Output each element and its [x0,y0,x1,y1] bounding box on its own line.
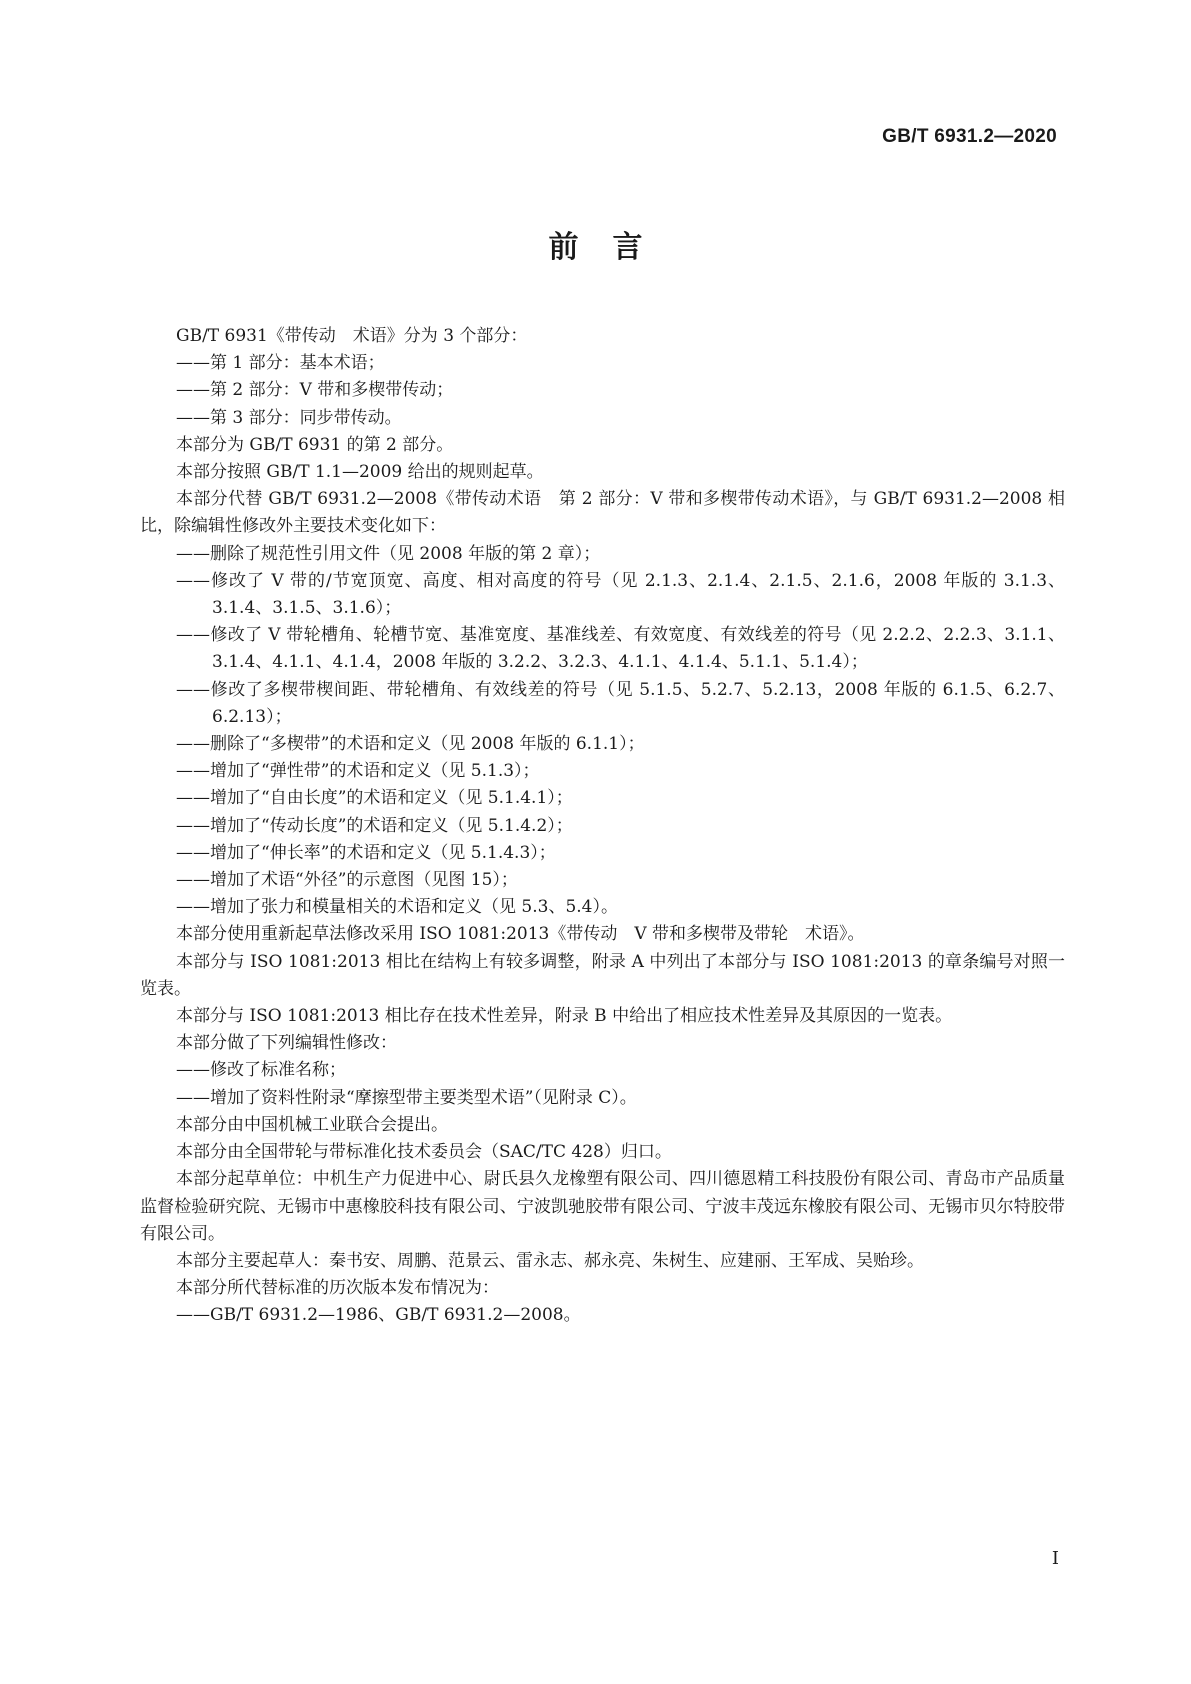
paragraph: 本部分按照 GB/T 1.1—2009 给出的规则起草。 [176,462,544,483]
standard-code: GB/T 6931.2—2020 [882,126,1057,147]
page-title: 前言 [548,230,677,265]
page-number: I [1051,1548,1059,1569]
list-item: ——第 3 部分：同步带传动。 [176,407,402,428]
paragraph: 本部分与 ISO 1081:2013 相比在结构上有较多调整，附录 A 中列出了本部分与 ISO 1081:2013 的章条编号对照一览表。 [140,951,1065,999]
paragraph: 本部分起草单位：中机生产力促进中心、尉氏县久龙橡塑有限公司、四川德恩精工科技股份有限公司、青岛市产品质量监督检验研究院、无锡市中惠橡胶科技有限公司、宁波凯驰胶带有限公司、宁波丰茂远东橡胶有限公司、无锡市贝尔特胶带有限公司。 [140,1169,1065,1244]
paragraph: 本部分与 ISO 1081:2013 相比存在技术性差异，附录 B 中给出了相应技术性差异及其原因的一览表。 [176,1006,953,1027]
list-item: ——删除了“多楔带”的术语和定义（见 2008 年版的 6.1.1）； [176,734,645,755]
list-item: ——删除了规范性引用文件（见 2008 年版的第 2 章）； [176,543,601,564]
paragraph: 本部分所代替标准的历次版本发布情况为： [176,1278,499,1299]
foreword-body [140,323,1065,1330]
paragraph: 本部分主要起草人：秦书安、周鹏、范景云、雷永志、郝永亮、朱树生、应建丽、王军成、吴贻珍。 [176,1250,924,1271]
list-item: ——第 1 部分：基本术语； [176,353,385,374]
list-item: ——GB/T 6931.2—1986、GB/T 6931.2—2008。 [176,1305,581,1326]
paragraph: 本部分使用重新起草法修改采用 ISO 1081:2013《带传动 V 带和多楔带及带轮 术语》。 [176,924,865,945]
list-item: ——修改了标准名称； [176,1060,346,1081]
list-item: ——增加了“传动长度”的术语和定义（见 5.1.4.2）； [176,815,573,836]
list-item: ——增加了“伸长率”的术语和定义（见 5.1.4.3）； [176,842,556,863]
list-item: ——增加了术语“外径”的示意图（见图 15）； [176,870,518,891]
list-item: ——增加了“自由长度”的术语和定义（见 5.1.4.1）； [176,788,573,809]
paragraph: 本部分由全国带轮与带标准化技术委员会（SAC/TC 428）归口。 [176,1142,672,1163]
list-item: ——增加了张力和模量相关的术语和定义（见 5.3、5.4）。 [176,897,618,918]
list-item: ——修改了多楔带楔间距、带轮槽角、有效线差的符号（见 5.1.5、5.2.7、5.2.13，2008 年版的 6.1.5、6.2.7、6.2.13）； [176,679,1065,727]
list-item: ——修改了 V 带轮槽角、轮槽节宽、基准宽度、基准线差、有效宽度、有效线差的符号（见 2.2.2、2.2.3、3.1.1、3.1.4、4.1.1、4.1.4，2008 年版的 3.2.2、3.2.3、4.1.1、4.1.4、5.1.1、5.1.4）； [176,625,1065,673]
paragraph: 本部分做了下列编辑性修改： [176,1033,397,1054]
paragraph: 本部分代替 GB/T 6931.2—2008《带传动术语 第 2 部分：V 带和多楔带传动术语》，与 GB/T 6931.2—2008 相比，除编辑性修改外主要技术变化如下： [140,489,1065,537]
paragraph: 本部分为 GB/T 6931 的第 2 部分。 [176,434,454,455]
list-item: ——增加了资料性附录“摩擦型带主要类型术语”（见附录 C）。 [176,1087,637,1108]
list-item: ——第 2 部分：V 带和多楔带传动； [176,380,454,401]
paragraph: GB/T 6931《带传动 术语》分为 3 个部分： [176,326,528,346]
list-item: ——修改了 V 带的/节宽顶宽、高度、相对高度的符号（见 2.1.3、2.1.4、2.1.5、2.1.6，2008 年版的 3.1.3、3.1.4、3.1.5、3.1.6）； [176,570,1065,619]
list-item: ——增加了“弹性带”的术语和定义（见 5.1.3）； [176,761,540,782]
paragraph: 本部分由中国机械工业联合会提出。 [176,1114,448,1135]
